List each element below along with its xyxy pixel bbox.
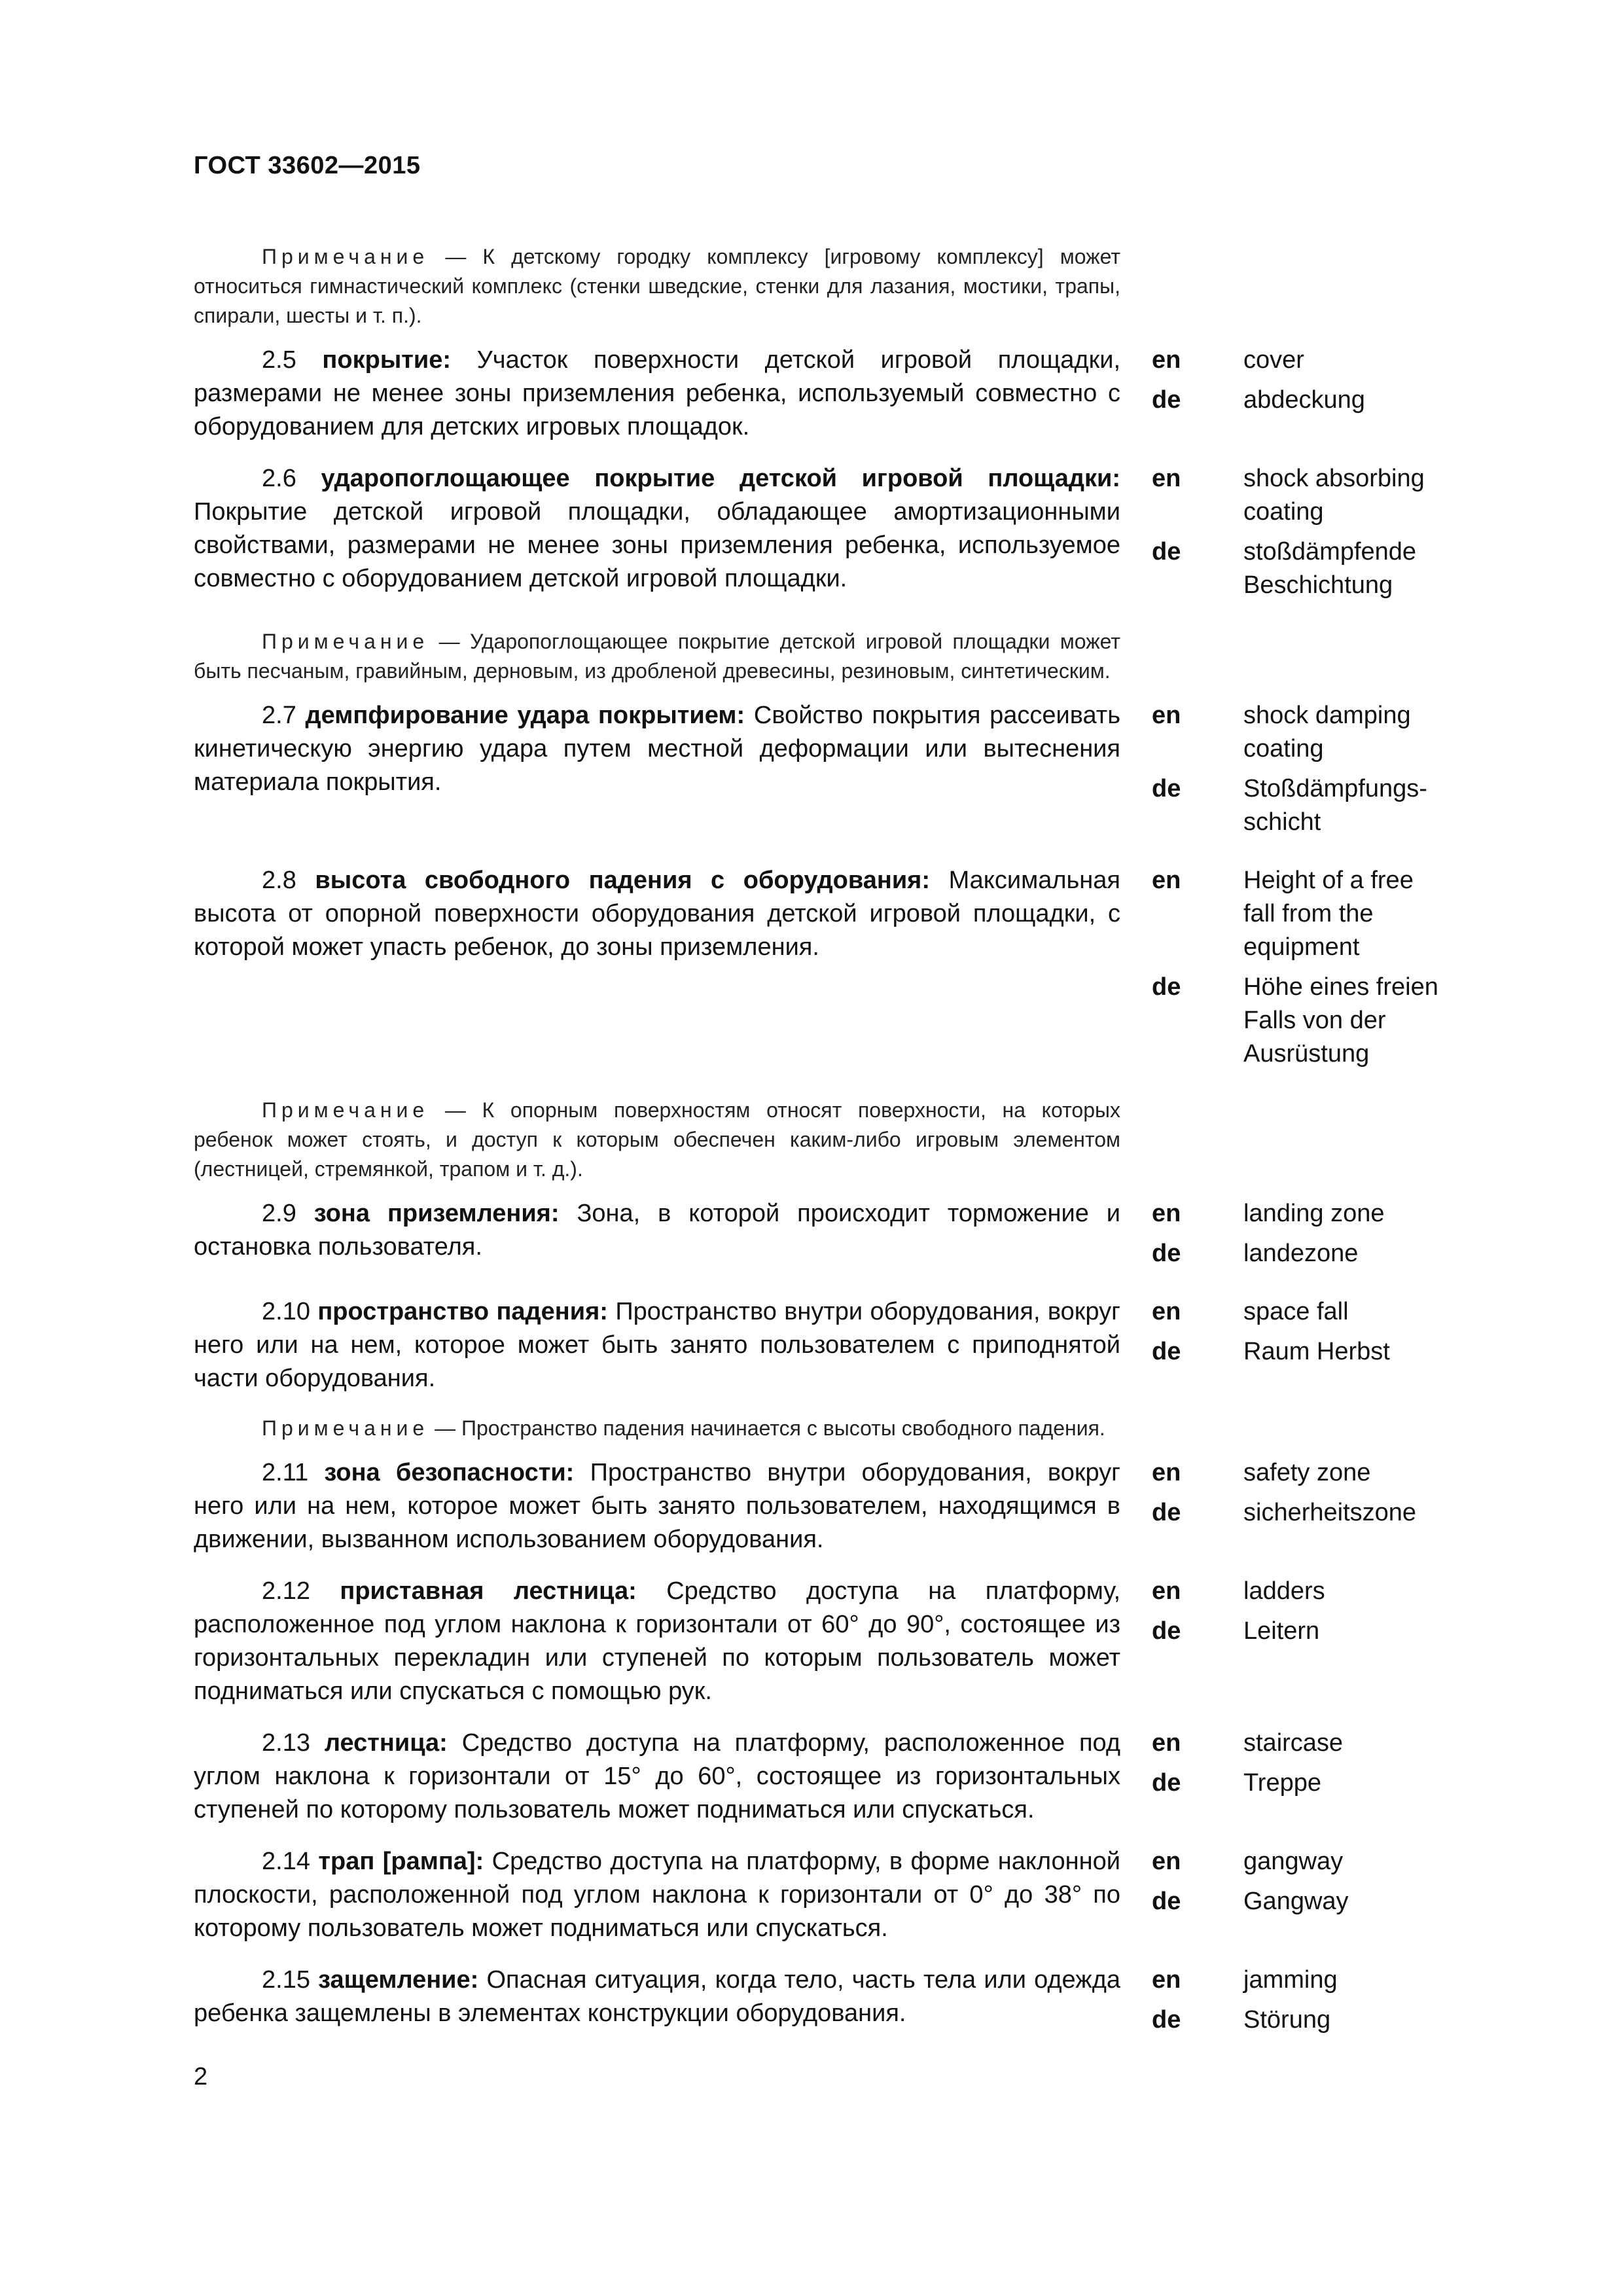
term-name: пространство падения: [317,1298,608,1325]
translations [1152,1845,1450,1925]
lang-code-en: en [1152,867,1181,894]
translation-en [1152,1964,1450,1997]
term-entry [194,344,1450,444]
lang-term-en: cover [1243,346,1304,374]
term-number: 2.14 [262,1848,310,1875]
translations [1152,699,1450,846]
term-definition [194,1964,1120,2030]
translation-en [1152,1456,1450,1490]
translation-en [1152,1727,1450,1760]
term-name: приставная лестница: [340,1577,637,1605]
translation-de [1152,1237,1450,1270]
note-text [194,1414,1120,1443]
translation-de [1152,1767,1450,1800]
translation-de [1152,1335,1450,1369]
lang-term-en: space fall [1243,1298,1349,1325]
lang-term-en: staircase [1243,1729,1344,1757]
translation-en [1152,1197,1450,1230]
lang-term-en: shock damping coating [1243,702,1411,762]
term-number: 2.5 [262,346,296,374]
term-entry [194,1575,1450,1708]
translation-de [1152,384,1450,417]
term-definition [194,1197,1120,1264]
term-entry [194,1197,1450,1277]
note-body: — Ударопоглощающее покрытие детской игровой площадки может быть песчаным, гравийным, дерновым, из дробленой древесины, резиновым, синтетическим. [194,630,1121,683]
lang-term-en: gangway [1243,1848,1344,1875]
lang-code-en: en [1152,1848,1181,1875]
lang-code-en: en [1152,1729,1181,1757]
term-definition-text: Свойство покрытия рассеивать кинетическую энергию удара путем местной деформации или вытеснения материала покрытия. [194,702,1120,796]
lang-term-de: Raum Herbst [1243,1338,1390,1365]
lang-term-de: Störung [1243,2006,1331,2034]
translation-de [1152,2003,1450,2037]
term-definition-text: Участок поверхности детской игровой площадки, размерами не менее зоны приземления ребенка, используемый совместно с оборудованием для детских игровых площадок. [194,346,1121,440]
term-definition-text: Опасная ситуация, когда тело, часть тела или одежда ребенка защемлены в элементах конструкции оборудования. [194,1966,1120,2027]
term-number: 2.7 [262,702,296,729]
term-number: 2.6 [262,465,296,492]
translations [1152,462,1450,609]
translations [1152,1197,1450,1277]
term-definition [194,1456,1120,1556]
term-definition-text: Средство доступа на платформу, в форме наклонной плоскости, расположенной под углом наклона к горизонтали от 0° до 38° по которому пользователь может подниматься или спускаться. [194,1848,1120,1942]
lang-code-de: de [1152,775,1181,802]
term-name: лестница: [324,1729,448,1757]
translation-en [1152,1845,1450,1878]
note-body: — К детскому городку комплексу [игровому комплексу] может относиться гимнастический комплекс (стенки шведские, стенки для лазания, мостики, трапы, спирали, шесты и т. п.). [194,245,1121,327]
lang-term-en: landing zone [1243,1200,1385,1227]
term-name: демпфирование удара покрытием: [305,702,745,729]
lang-term-en: Height of a free fall from the equipment [1243,867,1414,961]
term-definition [194,1727,1120,1827]
term-name: покрытие: [322,346,452,374]
lang-code-en: en [1152,1459,1181,1486]
term-number: 2.13 [262,1729,310,1757]
lang-term-de: Gangway [1243,1888,1349,1915]
note-block [194,627,1450,686]
translation-en [1152,344,1450,377]
term-definition-text: Зона, в которой происходит торможение и остановка пользователя. [194,1200,1120,1261]
term-definition-text: Средство доступа на платформу, расположенное под углом наклона к горизонтали от 60° до 90°, состоящее из горизонтальных перекладин или ступеней по которым пользователь может подниматься или спускаться с помощью рук. [194,1577,1121,1705]
note-text [194,242,1120,331]
note-text [194,1096,1120,1184]
lang-code-en: en [1152,1577,1181,1605]
lang-code-en: en [1152,1966,1181,1994]
term-name: защемление: [318,1966,479,1994]
translation-de [1152,535,1450,602]
lang-term-de: Höhe eines freien Falls von der Ausrüstung [1243,973,1438,1067]
term-entry [194,1727,1450,1827]
term-entry [194,1295,1450,1395]
translation-en [1152,1575,1450,1608]
translation-en [1152,699,1450,766]
term-definition-text: Пространство внутри оборудования, вокруг него или на нем, которое может быть занято пользователем, находящимся в движении, вызванном использованием оборудования. [194,1459,1121,1553]
lang-code-de: de [1152,1617,1181,1645]
lang-term-en: jamming [1243,1966,1338,1994]
translation-en [1152,462,1450,529]
translation-en [1152,1295,1450,1329]
translations [1152,864,1450,1077]
term-definition [194,1845,1120,1945]
lang-term-de: stoßdämpfende Beschichtung [1243,538,1417,599]
term-entry [194,1964,1450,2043]
lang-code-de: de [1152,2006,1181,2034]
term-number: 2.11 [262,1459,309,1486]
term-definition [194,864,1120,964]
translation-de [1152,971,1450,1071]
term-definition [194,1295,1120,1395]
lang-term-en: ladders [1243,1577,1325,1605]
lang-code-de: de [1152,1499,1181,1526]
lang-term-en: shock absorbing coating [1243,465,1425,526]
term-number: 2.8 [262,867,296,894]
note-label: Примечание [262,1098,429,1122]
note-label: Примечание [262,1416,429,1440]
translations [1152,1575,1450,1655]
lang-term-de: Stoßdämpfungs-schicht [1243,775,1427,836]
page-number: 2 [194,2063,208,2090]
translation-de [1152,1885,1450,1918]
term-definition [194,462,1120,596]
note-label: Примечание [262,245,429,268]
term-definition [194,1575,1120,1708]
term-name: ударопоглощающее покрытие детской игровой площадки: [321,465,1120,492]
term-name: зона безопасности: [324,1459,575,1486]
note-body: — К опорным поверхностям относят поверхности, на которых ребенок может стоять, и доступ к которым обеспечен каким-либо игровым элементом (лестницей, стремянкой, трапом и т. д.). [194,1098,1121,1181]
term-name: зона приземления: [313,1200,560,1227]
lang-code-de: de [1152,1338,1181,1365]
note-block [194,1096,1450,1184]
translation-de [1152,772,1450,839]
document-header: ГОСТ 33602—2015 [194,152,421,179]
term-definition [194,699,1120,799]
lang-code-en: en [1152,1200,1181,1227]
translations [1152,1727,1450,1806]
lang-code-de: de [1152,386,1181,414]
lang-code-en: en [1152,702,1181,729]
term-definition-text: Максимальная высота от опорной поверхности оборудования детской игровой площадки, с которой может упасть ребенок, до зоны приземления. [194,867,1120,961]
term-number: 2.10 [262,1298,310,1325]
terms-list [194,242,1450,2062]
term-definition-text: Средство доступа на платформу, расположенное под углом наклона к горизонтали от 15° до 60°, состоящее из горизонтальных ступеней по которому пользователь может подниматься или спускаться. [194,1729,1121,1823]
term-name: высота свободного падения с оборудования: [315,867,931,894]
translation-de [1152,1615,1450,1648]
lang-code-de: de [1152,538,1181,565]
lang-code-de: de [1152,973,1181,1001]
lang-code-de: de [1152,1240,1181,1267]
lang-code-de: de [1152,1769,1181,1797]
translations [1152,344,1450,423]
translation-en [1152,864,1450,964]
note-block [194,242,1450,331]
lang-term-de: sicherheitszone [1243,1499,1417,1526]
term-definition-text: Пространство внутри оборудования, вокруг него или на нем, которое может быть занято пользователем с приподнятой части оборудования. [194,1298,1121,1392]
term-number: 2.9 [262,1200,296,1227]
term-number: 2.12 [262,1577,310,1605]
translation-de [1152,1496,1450,1530]
note-block [194,1414,1450,1443]
term-entry [194,462,1450,609]
term-entry [194,864,1450,1077]
lang-term-en: safety zone [1243,1459,1371,1486]
note-label: Примечание [262,630,429,653]
lang-term-de: landezone [1243,1240,1359,1267]
lang-term-de: abdeckung [1243,386,1365,414]
lang-code-de: de [1152,1888,1181,1915]
term-definition [194,344,1120,444]
term-entry [194,699,1450,846]
lang-code-en: en [1152,346,1181,374]
term-name: трап [рампа]: [318,1848,484,1875]
term-entry [194,1845,1450,1945]
note-body: — Пространство падения начинается с высоты свободного падения. [435,1416,1105,1440]
term-entry [194,1456,1450,1556]
translations [1152,1295,1450,1375]
note-text [194,627,1120,686]
lang-code-en: en [1152,1298,1181,1325]
term-definition-text: Покрытие детской игровой площадки, обладающее амортизационными свойствами, размерами не менее зоны приземления ребенка, используемое совместно с оборудованием детской игровой площадки. [194,498,1120,592]
translations [1152,1964,1450,2043]
term-number: 2.15 [262,1966,310,1994]
lang-term-de: Treppe [1243,1769,1321,1797]
lang-code-en: en [1152,465,1181,492]
translations [1152,1456,1450,1536]
lang-term-de: Leitern [1243,1617,1320,1645]
